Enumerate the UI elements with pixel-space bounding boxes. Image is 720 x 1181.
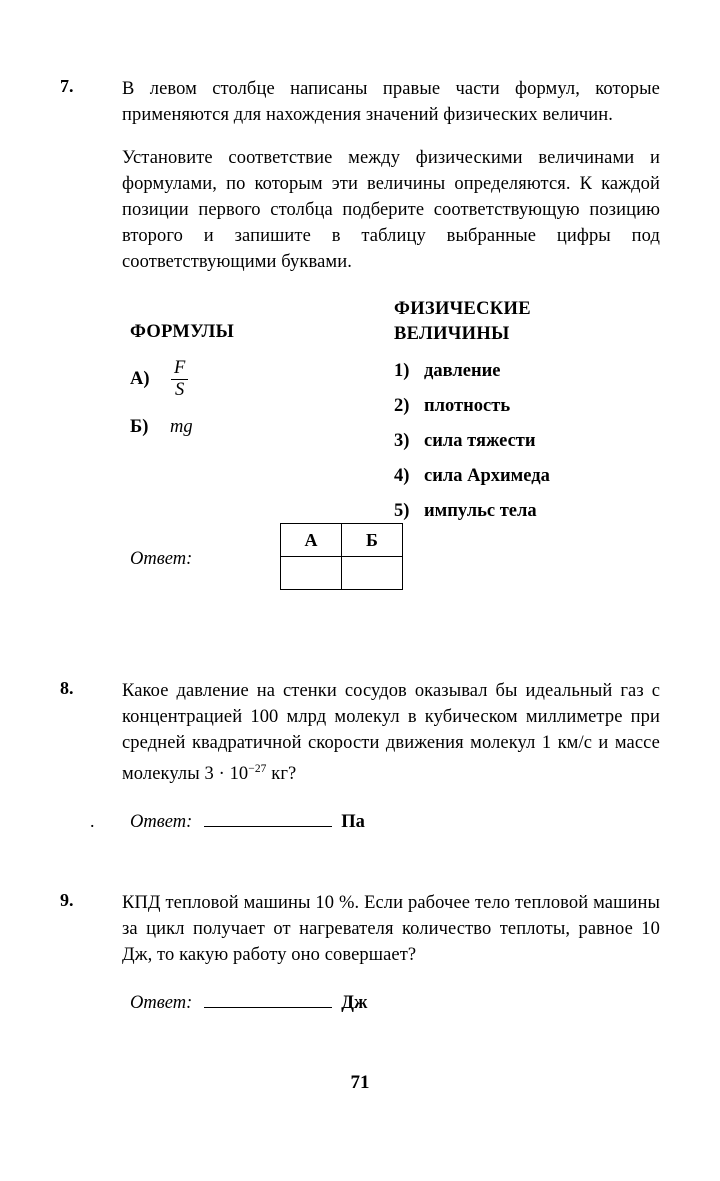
formula-label-b: Б) <box>130 416 149 437</box>
quantity-number-1: 1) <box>394 361 410 381</box>
task-8 <box>60 678 660 833</box>
quantity-item-5 <box>394 500 694 522</box>
task-8-answer-line <box>90 811 660 833</box>
task-8-answer-marker: . <box>90 811 95 832</box>
quantities-column <box>394 297 694 522</box>
task-9-answer-unit: Дж <box>341 993 368 1013</box>
quantity-number-4: 4) <box>394 466 410 486</box>
task-7-columns <box>122 297 660 521</box>
task-7-answer-block <box>122 523 660 599</box>
task-7-number: 7. <box>60 76 74 96</box>
quantity-number-2: 2) <box>394 396 410 416</box>
task-8-answer-label: Ответ: <box>130 812 193 833</box>
quantity-number-5: 5) <box>394 501 410 521</box>
task-9-number: 9. <box>60 890 74 910</box>
formula-item-a <box>130 359 360 401</box>
fraction-denominator: S <box>171 379 188 400</box>
fraction-numerator: F <box>174 358 186 378</box>
answer-cell-b[interactable] <box>342 557 403 590</box>
answer-matching-table <box>280 523 403 590</box>
task-7-body <box>122 76 660 599</box>
task-9 <box>60 890 660 1014</box>
task-8-paragraph-1: Какое давление на стенки сосудов оказывал бы идеальный газ с концентрацией 100 млрд молекул в кубическом миллиметре при средней квадратичной скорости движения молекул 1 км/с и массе молекулы $3 \cdot 10^{-27}$ кг? <box>122 681 660 785</box>
formulas-column <box>130 297 360 438</box>
answer-header-b: Б <box>342 524 403 557</box>
task-7-paragraph-1: В левом столбце написаны правые части формул, которые применяются для нахождения значений физических величин. <box>122 79 660 125</box>
quantity-text-1: давление <box>424 361 501 381</box>
quantity-item-4 <box>394 465 694 487</box>
quantities-heading-line1: ФИЗИЧЕСКИЕ <box>394 299 531 319</box>
answer-header-a: А <box>281 524 342 557</box>
page-number: 71 <box>350 1072 370 1093</box>
quantity-number-3: 3) <box>394 431 410 451</box>
formulas-heading: ФОРМУЛЫ <box>130 322 235 342</box>
quantity-item-1 <box>394 360 694 382</box>
formula-expression-mg: mg <box>170 416 193 437</box>
quantity-text-2: плотность <box>424 396 511 416</box>
task-8-number: 8. <box>60 678 74 698</box>
task-7-paragraph-2: Установите соответствие между физическими величинами и формулами, по которым эти величины определяются. К каждой позиции первого столбца подберите соответствующую позицию второго и запишите в таблицу выбранные цифры под соответствующими буквами. <box>122 148 660 272</box>
table-row-headers <box>281 524 403 557</box>
task-9-body <box>122 890 660 1014</box>
task-7-answer-label: Ответ: <box>130 549 193 569</box>
quantity-text-3: сила тяжести <box>424 431 536 451</box>
quantity-text-5: импульс тела <box>424 501 537 521</box>
quantity-item-3 <box>394 430 694 452</box>
task-9-answer-label: Ответ: <box>130 993 193 1013</box>
task-9-answer-input[interactable] <box>204 992 332 1008</box>
task-8-answer-unit: Па <box>341 812 365 833</box>
task-9-paragraph-1: КПД тепловой машины 10 %. Если рабочее тело тепловой машины за цикл получает от нагревателя количество теплоты, равное 10 Дж, то какую работу оно совершает? <box>122 893 660 965</box>
table-row-values <box>281 557 403 590</box>
quantities-heading-line2: ВЕЛИЧИНЫ <box>394 324 510 344</box>
formula-fraction-fs <box>170 359 189 401</box>
task-8-answer-input[interactable] <box>204 811 332 827</box>
quantity-item-2 <box>394 395 694 417</box>
answer-cell-a[interactable] <box>281 557 342 590</box>
task-9-answer-line <box>130 992 660 1014</box>
formula-item-b <box>130 417 360 438</box>
task-8-body <box>90 678 660 833</box>
formula-label-a: А) <box>130 369 150 390</box>
task-7 <box>60 76 660 599</box>
quantity-text-4: сила Архимеда <box>424 466 550 486</box>
